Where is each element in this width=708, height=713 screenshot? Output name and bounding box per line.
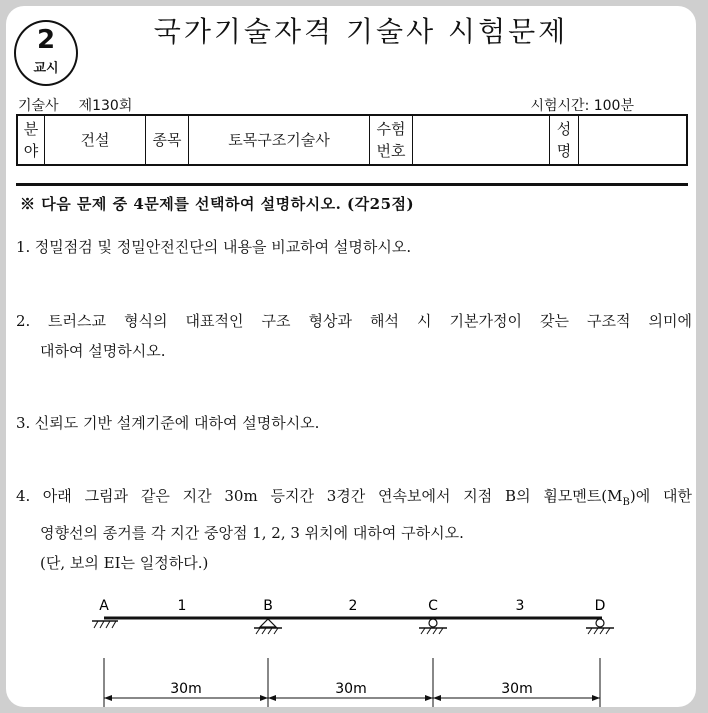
exam-number-label [370,116,413,164]
divider [16,183,688,186]
info-table [16,114,688,166]
support-label-a: A [99,598,109,614]
question-2 [16,306,692,366]
subscript: B [622,497,630,508]
question-text: 아래 그림과 같은 지간 30m 등지간 3경간 연속보에서 지점 B의 휨모멘트(M [42,487,623,505]
question-text: 정밀점검 및 정밀안전진단의 내용을 비교하여 설명하시오. [34,238,412,256]
exam-meta [18,95,132,115]
span-point-3: 3 [515,598,525,614]
instruction: ※ 다음 문제 중 4문제를 선택하여 설명하시오. (각25점) [20,195,415,213]
item-value: 토목구조기술사 [189,116,370,164]
exam-number-field[interactable] [413,116,550,164]
field-label [18,116,45,164]
question-line [16,306,692,336]
exam-number-label-text: 수험번호 [376,120,406,160]
support-label-b: B [263,598,273,614]
exam-time: 시험시간: 100분 [530,98,634,114]
support-label-c: C [428,598,438,614]
support-b [254,619,282,634]
exam-round: 제130회 [78,98,133,114]
field-value: 건설 [45,116,146,164]
question-number: 1. [16,238,31,256]
exam-category: 기술사 [18,98,59,114]
span-length-3: 30m [501,681,533,697]
question-text: 신뢰도 기반 설계기준에 대하여 설명하시오. [34,414,320,432]
question-text: 영향선의 종거를 각 지간 중앙점 1, 2, 3 위치에 대하여 구하시오. [40,524,464,542]
support-a [92,621,118,628]
span-point-1: 1 [177,598,187,614]
period-badge [14,20,78,86]
span-length-1: 30m [170,681,202,697]
exam-sheet [6,6,696,707]
question-1 [16,232,692,262]
name-label-text: 성명 [556,120,572,160]
period-label: 교시 [33,61,59,76]
question-text: 트러스교 형식의 대표적인 구조 형상과 해석 시 기본가정이 갖는 구조적 의미에 [48,312,692,330]
question-number: 2. [16,312,31,330]
question-text-end: )에 대한 [629,487,693,505]
question-note: (단, 보의 EI는 일정하다.) [40,554,209,572]
support-c [419,619,447,634]
support-d [586,619,614,634]
support-label-d: D [594,598,606,614]
question-3 [16,408,692,438]
question-4 [16,481,692,578]
question-number: 4. [16,487,31,505]
page-title: 국가기술자격 기술사 시험문제 [153,15,569,48]
span-length-2: 30m [335,681,367,697]
item-label: 종목 [146,116,189,164]
question-line [16,481,692,518]
name-field[interactable] [579,116,686,164]
period-number: 2 [36,25,56,55]
span-point-2: 2 [348,598,358,614]
question-number: 3. [16,414,31,432]
name-label [550,116,579,164]
continuous-beam-diagram [6,586,696,707]
field-label-text: 분야 [23,120,39,160]
question-text: 대하여 설명하시오. [40,342,166,360]
